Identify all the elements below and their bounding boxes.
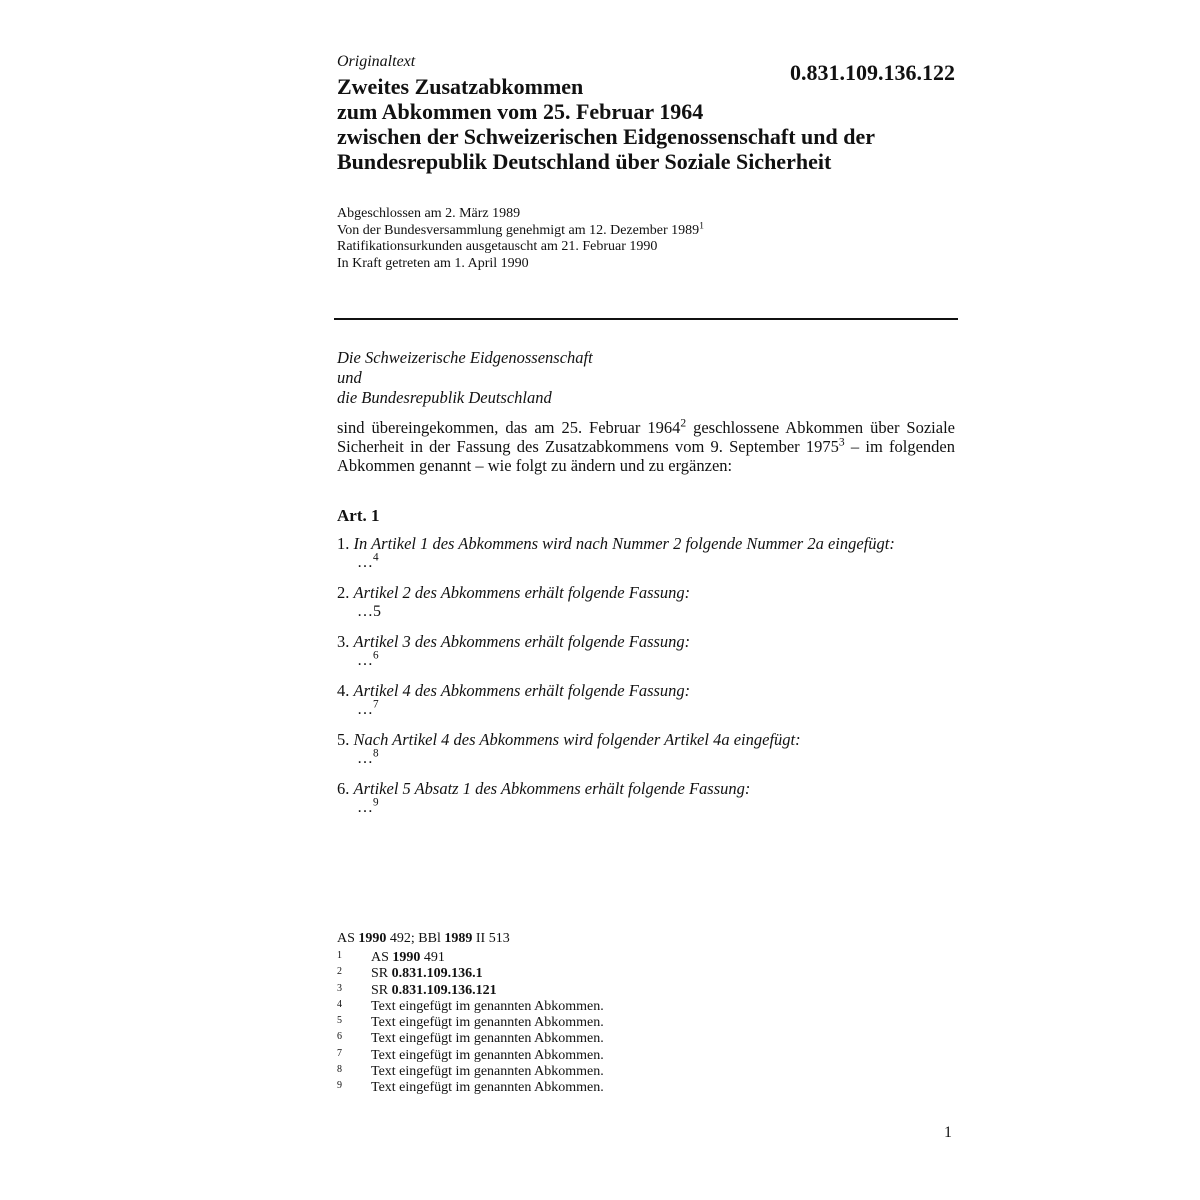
ellipsis: … <box>357 799 373 816</box>
footnote <box>337 950 604 966</box>
footnote-text: Text eingefügt im genannten Abkommen. <box>371 1080 604 1096</box>
title-line: zwischen der Schweizerischen Eidgenossenschaft und der <box>337 124 875 149</box>
article-item <box>337 583 955 621</box>
footnote-ref[interactable]: 9 <box>373 796 379 809</box>
footnote-number: 1 <box>337 950 342 961</box>
footnote-text: Text eingefügt im genannten Abkommen. <box>371 1031 604 1047</box>
title-line: zum Abkommen vom 25. Februar 1964 <box>337 99 704 124</box>
item-text: Artikel 5 Absatz 1 des Abkommens erhält folgende Fassung: <box>353 779 751 798</box>
omitted-text <box>337 553 955 572</box>
preamble-parties <box>337 348 593 408</box>
article-heading: Art. 1 <box>337 506 380 525</box>
ratification-date: Ratifikationsurkunden ausgetauscht am 21. Februar 1990 <box>337 239 658 254</box>
footnote <box>337 1015 604 1031</box>
intro-text: sind übereingekommen, das am 25. Februar 1964 <box>337 418 681 437</box>
article-item <box>337 534 955 572</box>
sr-number: 0.831.109.136.122 <box>790 60 955 85</box>
footnote-ref[interactable]: 4 <box>373 551 379 564</box>
ellipsis: … <box>357 750 373 767</box>
footnote-ref[interactable]: 2 <box>680 417 687 430</box>
source-reference <box>337 930 510 947</box>
ellipsis: … <box>357 554 373 571</box>
footnote <box>337 1048 604 1064</box>
footnote-number: 2 <box>337 966 342 978</box>
ellipsis: … <box>357 652 373 669</box>
item-text: In Artikel 1 des Abkommens wird nach Nummer 2 folgende Nummer 2a eingefügt: <box>353 534 895 553</box>
footnote-bold[interactable]: 0.831.109.136.121 <box>391 982 497 998</box>
article-item <box>337 681 955 719</box>
footnote-ref[interactable]: 6 <box>373 649 379 662</box>
article-items <box>337 534 955 828</box>
source-text: II 513 <box>472 931 510 946</box>
footnote-text: Text eingefügt im genannten Abkommen. <box>371 1015 604 1031</box>
omitted-text <box>337 602 955 621</box>
footnote-text: SR <box>371 966 392 982</box>
footnote-text: AS <box>371 950 393 965</box>
footnote-bold: 1990 <box>392 950 421 965</box>
item-number: 5. <box>337 730 350 749</box>
party-line: und <box>337 368 362 387</box>
omitted-text <box>337 749 955 768</box>
footnote <box>337 966 604 982</box>
source-year: 1990 <box>358 931 387 946</box>
footnote-bold[interactable]: 0.831.109.136.1 <box>391 966 483 982</box>
document-metadata <box>337 206 704 272</box>
party-line: die Bundesrepublik Deutschland <box>337 388 552 407</box>
source-text: 492; BBl <box>386 931 445 946</box>
intro-text: geschlossene Abkommen über Soziale Sicherheit in der Fassung des Zusatzabkommens vom 9. September 1975 <box>337 418 956 456</box>
concluded-date: Abgeschlossen am 2. März 1989 <box>337 206 521 221</box>
item-number: 1. <box>337 534 350 553</box>
footnote-ref[interactable]: 1 <box>699 219 705 231</box>
footnote-ref[interactable]: 3 <box>838 436 845 449</box>
footnote-number: 9 <box>337 1080 342 1092</box>
item-number: 6. <box>337 779 350 798</box>
preamble-intro <box>337 418 955 475</box>
title-line: Zweites Zusatzabkommen <box>337 74 584 99</box>
page-number: 1 <box>944 1124 952 1141</box>
footnote-number: 5 <box>337 1015 342 1027</box>
omitted-text <box>337 700 955 719</box>
footnote <box>337 1064 604 1080</box>
footnote <box>337 999 604 1015</box>
footnote-ref[interactable]: 5 <box>373 603 381 620</box>
article-item <box>337 779 955 817</box>
footnote <box>337 1031 604 1047</box>
horizontal-rule <box>334 318 958 320</box>
ellipsis: … <box>357 701 373 718</box>
article-item <box>337 632 955 670</box>
document-title <box>337 74 875 174</box>
footnote-ref[interactable]: 8 <box>373 747 379 760</box>
footnote-text: SR <box>371 982 392 998</box>
ellipsis: … <box>357 603 373 620</box>
footnote-ref[interactable]: 7 <box>373 698 379 711</box>
item-text: Nach Artikel 4 des Abkommens wird folgender Artikel 4a eingefügt: <box>353 730 801 749</box>
footnote-number: 4 <box>337 998 342 1010</box>
footnote <box>337 983 604 999</box>
item-text: Artikel 3 des Abkommens erhält folgende Fassung: <box>353 632 691 651</box>
approval-text: Von der Bundesversammlung genehmigt am 12. Dezember 1989 <box>337 222 700 238</box>
footnote-text: Text eingefügt im genannten Abkommen. <box>371 1064 604 1080</box>
item-number: 2. <box>337 583 350 602</box>
footnote-text: 491 <box>420 950 445 965</box>
footnote-number: 8 <box>337 1064 342 1076</box>
article-item <box>337 730 955 768</box>
intro-text: – im folgenden Abkommen genannt – wie folgt zu ändern und zu ergänzen: <box>337 437 955 475</box>
footnote-number: 7 <box>337 1047 342 1059</box>
title-line: Bundesrepublik Deutschland über Soziale Sicherheit <box>337 149 832 174</box>
in-force-date: In Kraft getreten am 1. April 1990 <box>337 255 529 271</box>
item-text: Artikel 2 des Abkommens erhält folgende Fassung: <box>353 583 691 602</box>
item-text: Artikel 4 des Abkommens erhält folgende Fassung: <box>353 681 691 700</box>
source-year: 1989 <box>444 931 473 946</box>
footnote-text: Text eingefügt im genannten Abkommen. <box>371 1047 604 1063</box>
footnote-number: 3 <box>337 982 342 994</box>
omitted-text <box>337 651 955 670</box>
party-line: Die Schweizerische Eidgenossenschaft <box>337 348 593 367</box>
source-text: AS <box>337 931 359 946</box>
approval-date <box>337 219 705 240</box>
footnote-number: 6 <box>337 1031 342 1043</box>
item-number: 4. <box>337 681 350 700</box>
footnote <box>337 1080 604 1096</box>
footnote-text: Text eingefügt im genannten Abkommen. <box>371 998 604 1014</box>
original-text-label: Originaltext <box>337 53 416 70</box>
omitted-text <box>337 798 955 817</box>
item-number: 3. <box>337 632 350 651</box>
footnotes <box>337 950 604 1097</box>
